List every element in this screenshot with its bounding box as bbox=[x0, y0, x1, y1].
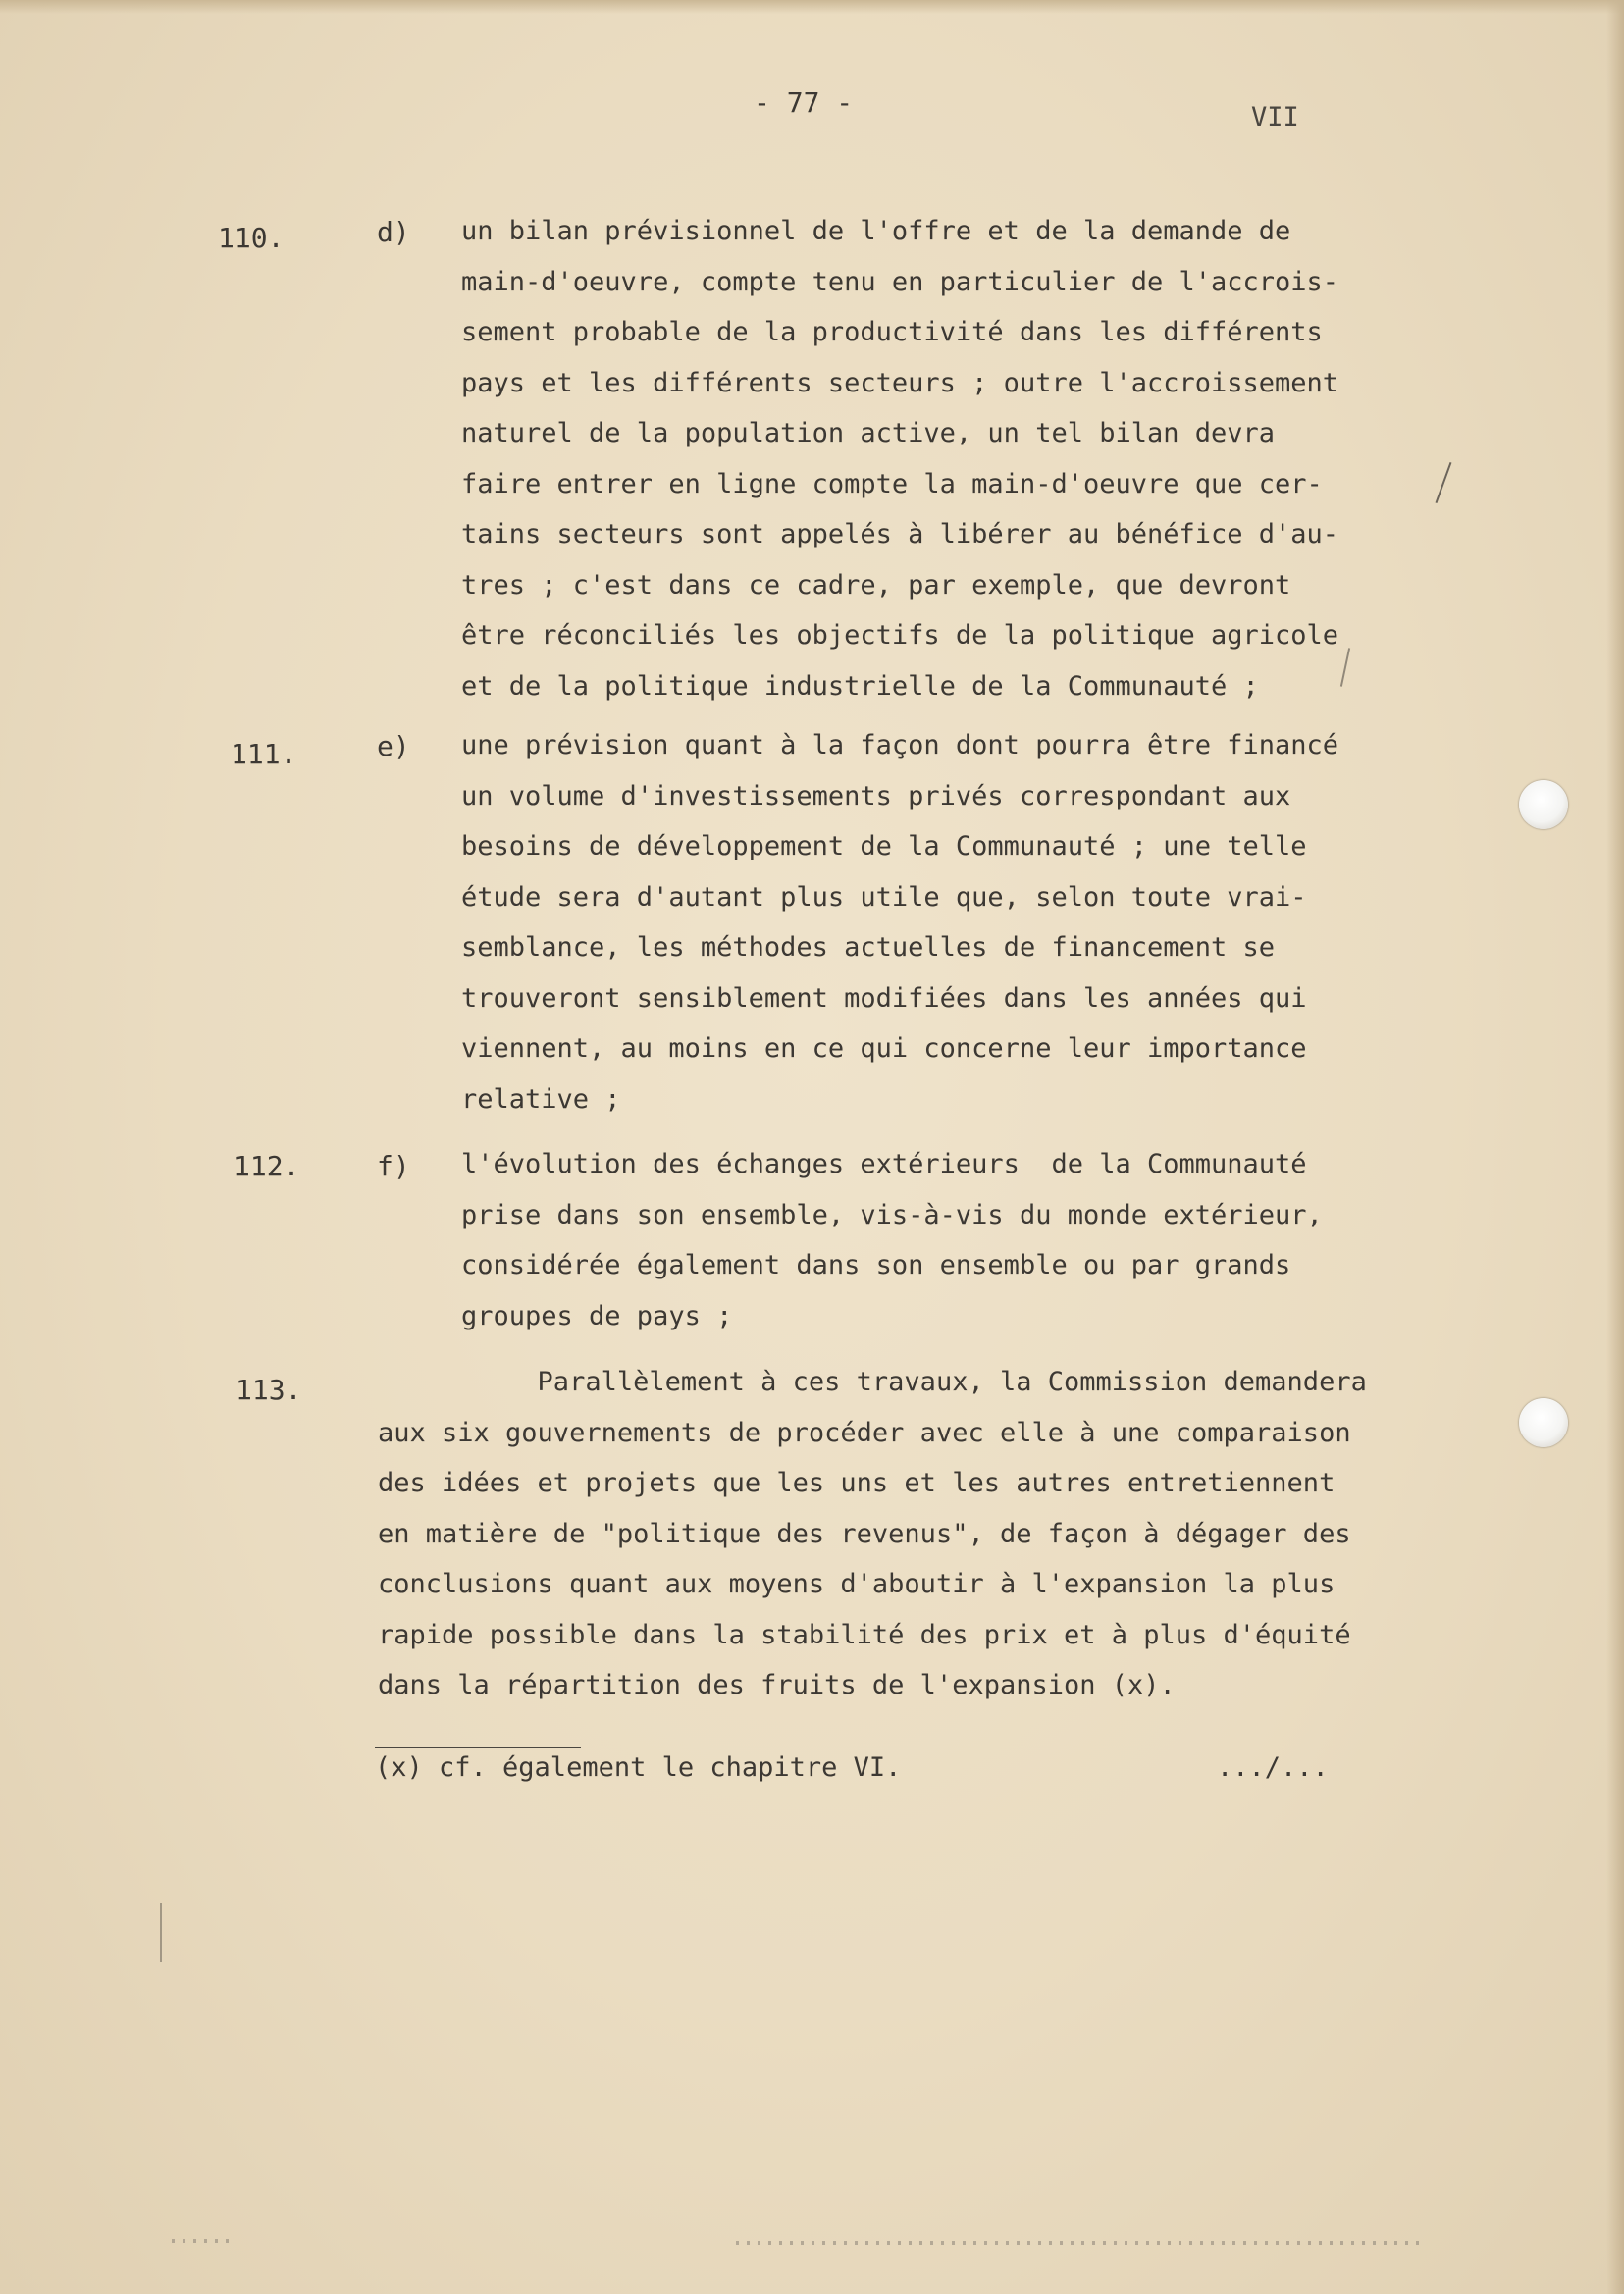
text-line: Parallèlement à ces travaux, la Commission demandera bbox=[378, 1367, 1367, 1397]
text-line: main-d'oeuvre, compte tenu en particulier de l'accrois- bbox=[461, 266, 1339, 297]
item-label-e: e) bbox=[377, 730, 410, 762]
pencil-mark bbox=[160, 1903, 162, 1962]
text-line: une prévision quant à la façon dont pourra être financé bbox=[461, 730, 1339, 760]
paragraph-number-113: 113. bbox=[236, 1374, 302, 1406]
text-line: considérée également dans son ensemble ou par grands bbox=[461, 1250, 1291, 1280]
paper-speckle bbox=[172, 2239, 231, 2243]
text-line: groupes de pays ; bbox=[461, 1300, 733, 1331]
text-line: rapide possible dans la stabilité des prix et à plus d'équité bbox=[378, 1619, 1351, 1650]
text-line: trouveront sensiblement modifiées dans les années qui bbox=[461, 982, 1307, 1014]
paper-edge-top bbox=[0, 0, 1624, 14]
text-line: être réconciliés les objectifs de la politique agricole bbox=[461, 620, 1339, 651]
pencil-mark bbox=[1340, 648, 1350, 687]
section-number: VII bbox=[1251, 102, 1299, 132]
paragraph-number-112: 112. bbox=[234, 1150, 300, 1182]
text-line: relative ; bbox=[461, 1083, 621, 1115]
paragraph-112-text bbox=[461, 1139, 1323, 1341]
item-label-d: d) bbox=[377, 216, 410, 248]
text-line: pays et les différents secteurs ; outre l'accroissement bbox=[461, 367, 1339, 398]
text-line: dans la répartition des fruits de l'expansion (x). bbox=[378, 1670, 1176, 1700]
punch-hole bbox=[1519, 1398, 1568, 1447]
text-line: étude sera d'autant plus utile que, selon toute vrai- bbox=[461, 881, 1307, 912]
item-label-f: f) bbox=[377, 1150, 410, 1182]
text-line: semblance, les méthodes actuelles de financement se bbox=[461, 932, 1276, 963]
text-line: prise dans son ensemble, vis-à-vis du monde extérieur, bbox=[461, 1199, 1323, 1230]
paragraph-number-110: 110. bbox=[218, 222, 285, 254]
text-line: un volume d'investissements privés correspondant aux bbox=[461, 780, 1291, 811]
continuation-mark: .../... bbox=[1217, 1752, 1329, 1783]
paragraph-number-111: 111. bbox=[231, 738, 297, 770]
text-line: en matière de "politique des revenus", de façon à dégager des bbox=[378, 1518, 1351, 1549]
text-line: l'évolution des échanges extérieurs de la Communauté bbox=[461, 1149, 1307, 1179]
text-line: sement probable de la productivité dans les différents bbox=[461, 317, 1323, 347]
text-line: viennent, au moins en ce qui concerne leur importance bbox=[461, 1033, 1307, 1064]
text-line: conclusions quant aux moyens d'aboutir à l'expansion la plus bbox=[378, 1569, 1336, 1599]
text-line: des idées et projets que les uns et les autres entretiennent bbox=[378, 1468, 1336, 1498]
text-line: un bilan prévisionnel de l'offre et de la demande de bbox=[461, 216, 1291, 246]
punch-hole bbox=[1519, 780, 1568, 829]
pencil-mark bbox=[1436, 462, 1452, 503]
page-number: - 77 - bbox=[754, 86, 854, 119]
text-line: naturel de la population active, un tel bilan devra bbox=[461, 418, 1276, 448]
paragraph-111-text bbox=[461, 720, 1338, 1124]
paragraph-110-text bbox=[461, 206, 1338, 711]
text-line: tains secteurs sont appelés à libérer au bénéfice d'au- bbox=[461, 519, 1339, 549]
text-line: tres ; c'est dans ce cadre, par exemple, que devront bbox=[461, 569, 1291, 600]
text-line: aux six gouvernements de procéder avec elle à une comparaison bbox=[378, 1417, 1351, 1448]
text-line: et de la politique industrielle de la Communauté ; bbox=[461, 670, 1259, 702]
footnote: (x) cf. également le chapitre VI. bbox=[375, 1752, 902, 1783]
text-line: faire entrer en ligne compte la main-d'oeuvre que cer- bbox=[461, 468, 1323, 499]
paper-edge-right bbox=[1606, 0, 1624, 2294]
paragraph-113-text bbox=[378, 1357, 1367, 1711]
text-line: besoins de développement de la Communauté ; une telle bbox=[461, 831, 1307, 861]
paper-speckle bbox=[736, 2241, 1423, 2245]
